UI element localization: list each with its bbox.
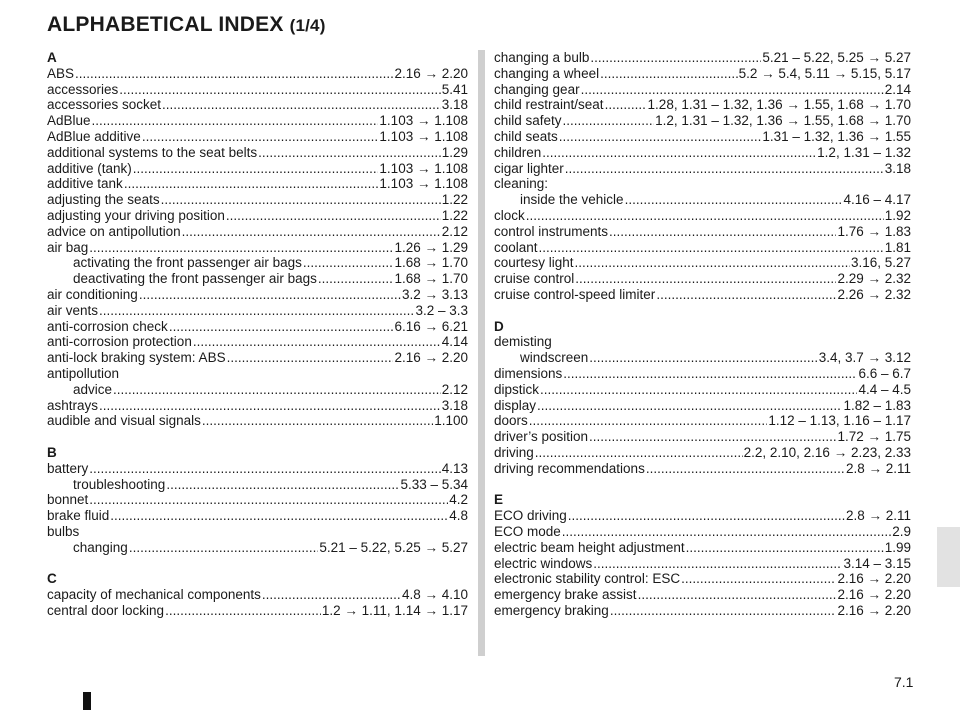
index-section-letter: B [47,444,57,460]
dot-leader [589,429,836,445]
index-entry[interactable] [47,82,468,98]
page-reference[interactable]: 1.2, 1.31 – 1.32, 1.36 → 1.55, 1.68 → 1.70 [655,113,911,129]
index-section-letter: D [494,318,504,334]
index-column-left [47,50,468,619]
dot-leader [568,508,845,524]
dot-leader [575,255,850,271]
dot-leader [526,208,884,224]
index-entry[interactable] [494,66,911,82]
index-term: changing [73,539,128,555]
dot-leader [590,50,761,66]
index-subentry[interactable] [47,255,468,271]
index-term: ABS [47,65,75,81]
page-reference[interactable]: 4.4 – 4.5 [858,381,911,397]
index-entry[interactable] [47,208,468,224]
page-reference[interactable]: 1.76 → 1.83 [837,223,911,239]
page-reference[interactable]: 2.8 → 2.11 [845,460,911,476]
dot-leader [537,398,842,414]
index-term: driver’s position [494,429,589,445]
index-entry[interactable] [494,429,911,445]
index-term: courtesy light [494,255,574,271]
dot-leader [169,319,394,335]
page-reference[interactable]: 6.16 → 6.21 [394,318,468,334]
index-entry[interactable] [47,398,468,414]
section-spacer [47,429,468,445]
index-term: changing gear [494,81,580,97]
index-section-letter: E [494,492,504,508]
page-reference[interactable]: 1.31 – 1.32, 1.36 → 1.55 [762,128,911,144]
dot-leader [92,113,379,129]
column-divider [478,50,485,656]
index-column-right [494,50,911,619]
dot-leader [318,271,394,287]
index-term: ashtrays [47,397,99,413]
index-entry[interactable] [494,587,911,603]
page-reference[interactable]: 2.16 → 2.20 [837,602,911,618]
page-reference[interactable]: 1.22 [441,192,468,208]
section-spacer [494,477,911,493]
page-reference[interactable]: 1.82 – 1.83 [843,397,911,413]
index-term: additive tank [47,176,123,192]
index-entry[interactable] [494,240,911,256]
dot-leader [161,192,441,208]
dot-leader [600,66,738,82]
index-term: cruise control [494,271,575,287]
dot-leader [681,571,836,587]
index-entry[interactable] [47,587,468,603]
index-entry[interactable] [494,82,911,98]
dot-leader [605,97,647,113]
section-spacer [494,303,911,319]
page-reference[interactable]: 1.12 – 1.13, 1.16 – 1.17 [768,413,911,429]
title-part-indicator: (1/4) [289,16,326,35]
index-term: additional systems to the seat belts [47,144,258,160]
page-reference[interactable]: 3.4, 3.7 → 3.12 [818,350,911,366]
dot-leader [559,129,762,145]
index-entry[interactable] [47,97,468,113]
page-reference[interactable]: 2.16 → 2.20 [394,65,468,81]
index-term: cigar lighter [494,160,564,176]
page-reference[interactable]: 1.68 → 1.70 [394,271,468,287]
page-reference[interactable]: 2.12 [441,381,468,397]
index-entry[interactable] [494,366,911,382]
index-term: battery [47,460,89,476]
dot-leader [609,224,836,240]
index-term: child safety [494,113,562,129]
index-entry[interactable] [47,113,468,129]
index-term: coolant [494,239,538,255]
index-entry[interactable] [494,145,911,161]
dot-leader [227,350,394,366]
index-term: electric windows [494,555,593,571]
dot-leader [110,508,448,524]
index-entry[interactable] [47,492,468,508]
dot-leader [75,66,393,82]
index-term: cruise control-speed limiter [494,286,656,302]
dot-leader [139,287,401,303]
index-entry[interactable] [47,461,468,477]
page-reference[interactable]: 4.14 [441,334,468,350]
index-entry[interactable] [494,461,911,477]
page-number: 7.1 [894,674,914,690]
index-entry[interactable] [494,603,911,619]
page-reference[interactable]: 1.103 → 1.108 [379,176,468,192]
page-reference[interactable]: 1.29 [441,144,468,160]
index-heading-term: antipollution [47,365,120,381]
index-entry[interactable] [494,571,911,587]
index-term: AdBlue additive [47,128,141,144]
page-reference[interactable]: 2.16 → 2.20 [837,587,911,603]
index-term: emergency braking [494,602,609,618]
index-heading-term: bulbs [47,523,80,539]
dot-leader [119,82,440,98]
page-reference[interactable]: 1.103 → 1.108 [379,113,468,129]
index-term: audible and visual signals [47,413,201,429]
index-term: troubleshooting [73,476,166,492]
index-entry[interactable] [494,129,911,145]
index-entry[interactable] [47,129,468,145]
dot-leader [89,240,393,256]
page-reference[interactable]: 5.2 → 5.4, 5.11 → 5.15, 5.17 [738,65,911,81]
index-entry[interactable] [494,271,911,287]
index-term: child seats [494,128,558,144]
dot-leader [129,540,319,556]
dot-leader [99,398,441,414]
index-term: advice on antipollution [47,223,181,239]
index-section-letter: C [47,571,57,587]
page-reference[interactable]: 2.16 → 2.20 [837,571,911,587]
index-entry[interactable] [494,50,911,66]
dot-leader [686,540,884,556]
index-entry[interactable] [494,382,911,398]
dot-leader [638,587,837,603]
index-term: changing a wheel [494,65,600,81]
dot-leader [193,334,441,350]
dot-leader [303,255,394,271]
dot-leader [113,382,441,398]
index-term: accessories [47,81,119,97]
index-heading-term: cleaning: [494,176,549,192]
index-subentry[interactable] [494,192,911,208]
dot-leader [565,161,884,177]
dot-leader [535,445,743,461]
section-spacer [47,556,468,572]
dot-leader [99,303,414,319]
dot-leader [563,113,655,129]
dot-leader [542,145,816,161]
dot-leader [142,129,379,145]
page-reference[interactable]: 4.13 [441,460,468,476]
index-term: bonnet [47,492,89,508]
index-entry[interactable] [47,66,468,82]
index-term: display [494,397,537,413]
dot-leader [529,413,768,429]
index-subentry[interactable] [494,350,911,366]
page-reference[interactable]: 5.21 – 5.22, 5.25 → 5.27 [319,539,468,555]
index-term: adjusting your driving position [47,207,225,223]
index-term: dipstick [494,381,540,397]
dot-leader [133,161,379,177]
index-entry[interactable] [494,508,911,524]
index-term: air conditioning [47,286,138,302]
dot-leader [89,492,448,508]
index-entry[interactable] [47,224,468,240]
page-reference[interactable]: 1.100 [434,413,468,429]
page-reference[interactable]: 3.2 → 3.13 [401,286,468,302]
index-term: advice [73,381,113,397]
page-reference[interactable]: 1.81 [884,239,911,255]
index-entry[interactable] [47,508,468,524]
index-term: anti-corrosion protection [47,334,192,350]
index-term: ECO mode [494,523,561,539]
index-term: anti-lock braking system: ABS [47,350,226,366]
page-reference[interactable]: 4.2 [449,492,468,508]
dot-leader [540,382,857,398]
index-entry[interactable] [47,334,468,350]
index-entry[interactable] [47,319,468,335]
index-section-letter: A [47,50,57,65]
dot-leader [539,240,884,256]
dot-leader [165,603,321,619]
page-reference[interactable]: 2.2, 2.10, 2.16 → 2.23, 2.33 [743,444,911,460]
index-entry[interactable] [47,176,468,192]
index-term: windscreen [520,350,589,366]
page-reference[interactable]: 2.29 → 2.32 [837,271,911,287]
index-entry[interactable] [494,287,911,303]
page-reference[interactable]: 3.2 – 3.3 [415,302,468,318]
index-entry[interactable] [47,303,468,319]
index-term: emergency brake assist [494,587,637,603]
index-term: electronic stability control: ESC [494,571,681,587]
dot-leader [162,97,441,113]
index-entry[interactable] [494,413,911,429]
index-entry[interactable] [47,287,468,303]
page-reference[interactable]: 2.16 → 2.20 [394,350,468,366]
index-term: activating the front passenger air bags [73,255,302,271]
index-term: child restraint/seat [494,97,604,113]
index-subentry[interactable] [47,382,468,398]
title-text: ALPHABETICAL INDEX [47,13,284,36]
page-reference[interactable]: 3.18 [441,97,468,113]
page-reference[interactable]: 2.14 [884,81,911,97]
index-subentry[interactable] [47,477,468,493]
dot-leader [166,477,399,493]
index-entry[interactable] [494,445,911,461]
index-entry[interactable] [494,208,911,224]
dot-leader [646,461,845,477]
dot-leader [589,350,817,366]
page-reference[interactable]: 1.92 [884,207,911,223]
page-reference[interactable]: 1.22 [441,207,468,223]
page-reference[interactable]: 1.99 [884,539,911,555]
index-heading-term: demisting [494,334,552,350]
page-reference[interactable]: 2.12 [441,223,468,239]
page-reference[interactable]: 4.8 → 4.10 [401,587,468,603]
page-reference[interactable]: 2.8 → 2.11 [845,508,911,524]
index-term: doors [494,413,528,429]
dot-leader [593,556,842,572]
index-entry[interactable] [494,224,911,240]
page-reference[interactable]: 3.18 [884,160,911,176]
index-term: clock [494,207,525,223]
page-reference[interactable]: 2.26 → 2.32 [837,286,911,302]
index-entry[interactable] [47,603,468,619]
page-reference[interactable]: 1.103 → 1.108 [379,128,468,144]
index-entry[interactable] [47,145,468,161]
page-reference[interactable]: 6.6 – 6.7 [858,365,911,381]
dot-leader [625,192,843,208]
page-reference[interactable]: 5.33 – 5.34 [400,476,468,492]
index-entry[interactable] [494,398,911,414]
dot-leader [89,461,440,477]
index-entry[interactable] [47,240,468,256]
index-subentry[interactable] [47,540,468,556]
index-term: brake fluid [47,508,110,524]
index-entry[interactable] [494,556,911,572]
dot-leader [202,413,433,429]
index-term: electric beam height adjustment [494,539,685,555]
dot-leader [563,366,857,382]
index-term: air vents [47,302,99,318]
page-reference[interactable]: 1.68 → 1.70 [394,255,468,271]
page-reference[interactable]: 3.16, 5.27 [850,255,911,271]
index-term: driving [494,444,534,460]
index-subentry[interactable] [47,271,468,287]
dot-leader [562,524,891,540]
page-reference[interactable]: 5.21 – 5.22, 5.25 → 5.27 [762,50,911,65]
index-entry[interactable] [494,161,911,177]
index-entry[interactable] [47,161,468,177]
index-term: deactivating the front passenger air bags [73,271,317,287]
dot-leader [656,287,836,303]
index-entry[interactable] [494,524,911,540]
page-reference[interactable]: 4.16 – 4.17 [843,192,911,208]
section-thumb-tab [937,527,960,587]
page-reference[interactable]: 1.103 → 1.108 [379,160,468,176]
page-reference[interactable]: 2.9 [892,523,911,539]
page-reference[interactable]: 4.8 [449,508,468,524]
index-entry[interactable] [494,255,911,271]
index-entry[interactable] [494,113,911,129]
index-term: adjusting the seats [47,192,160,208]
index-entry[interactable] [47,192,468,208]
index-entry[interactable] [47,413,468,429]
index-term: dimensions [494,365,563,381]
index-term: AdBlue [47,113,91,129]
index-term: additive (tank) [47,160,132,176]
dot-leader [581,82,884,98]
crop-mark [83,692,91,710]
page-title [47,13,326,37]
page-reference[interactable]: 1.28, 1.31 – 1.32, 1.36 → 1.55, 1.68 → 1.70 [647,97,911,113]
dot-leader [610,603,837,619]
index-term: accessories socket [47,97,162,113]
page-reference[interactable]: 1.2, 1.31 – 1.32 [817,144,911,160]
page-reference[interactable]: 3.18 [441,397,468,413]
dot-leader [262,587,401,603]
index-term: changing a bulb [494,50,590,65]
index-entry[interactable] [494,97,911,113]
page-reference[interactable]: 1.26 → 1.29 [394,239,468,255]
dot-leader [258,145,441,161]
index-term: ECO driving [494,508,567,524]
index-term: central door locking [47,602,165,618]
index-term: inside the vehicle [520,192,624,208]
index-term: air bag [47,239,89,255]
index-term: capacity of mechanical components [47,587,261,603]
page-reference[interactable]: 1.2 → 1.11, 1.14 → 1.17 [321,602,468,618]
dot-leader [226,208,441,224]
page-reference[interactable]: 5.41 [441,81,468,97]
page-reference[interactable]: 3.14 – 3.15 [843,555,911,571]
index-entry[interactable] [494,540,911,556]
dot-leader [182,224,441,240]
index-term: driving recommendations [494,460,645,476]
index-entry[interactable] [47,350,468,366]
page-reference[interactable]: 1.72 → 1.75 [837,429,911,445]
index-term: anti-corrosion check [47,318,168,334]
index-term: children [494,144,542,160]
dot-leader [124,176,379,192]
index-term: control instruments [494,223,609,239]
dot-leader [575,271,836,287]
